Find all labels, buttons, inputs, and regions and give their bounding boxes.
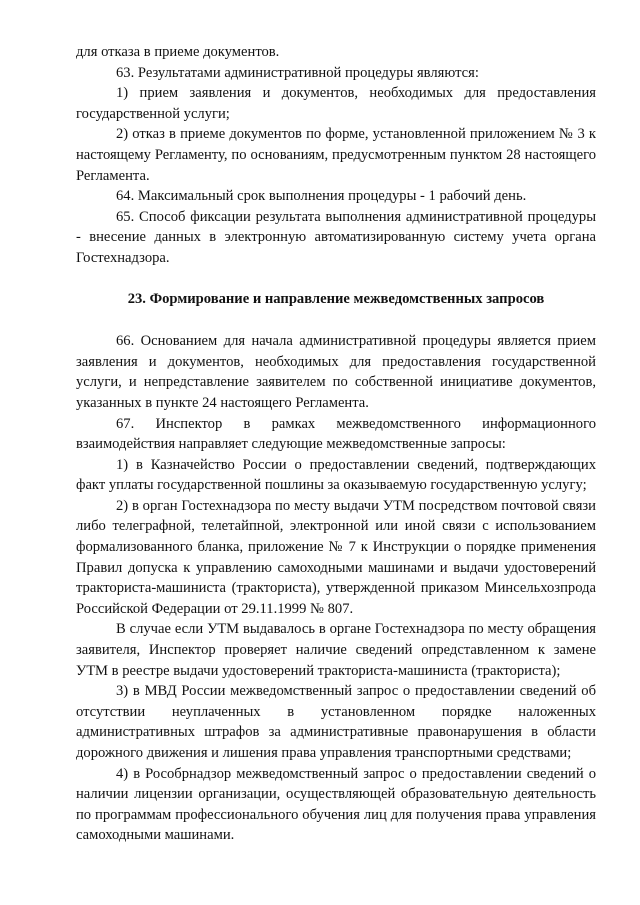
spacer xyxy=(76,269,596,289)
paragraph-63: 63. Результатами административной процедуры являются: xyxy=(116,64,479,81)
paragraph-67-item-3: 3) в МВД России межведомственный запрос о предоставлении сведений об отсутствии неуплаченных в установленном порядке наложенных административных штрафов за административные правонарушения в области дорожного движения и лишения права управления транспортными средствами; xyxy=(76,683,596,761)
section-heading: 23. Формирование и направление межведомственных запросов xyxy=(127,290,545,307)
paragraph-67-item-1: 1) в Казначейство России о предоставлении сведений, подтверждающих факт уплаты государственной пошлины за оказываемую государственную услугу; xyxy=(76,456,596,494)
spacer xyxy=(76,309,596,331)
paragraph-67-item-2: 2) в орган Гостехнадзора по месту выдачи УТМ посредством почтовой связи либо телеграфной, телетайпной, электронной или иной связи с использованием формализованного бланка, приложение № 7 к Инструкции о порядке применения Правил допуска к управлению самоходными машинами и выдачи удостоверений тракториста-машиниста (тракториста), утвержденной приказом Минсельхозпрода Российской Федерации от 29.11.1999 № 807. xyxy=(76,497,596,617)
paragraph-63-item-2: 2) отказ в приеме документов по форме, установленной приложением № 3 к настоящему Регламенту, по основаниям, предусмотренным пунктом 28 настоящего Регламента. xyxy=(76,126,596,184)
paragraph-64: 64. Максимальный срок выполнения процедуры - 1 рабочий день. xyxy=(116,188,527,205)
paragraph-67-item-4: 4) в Рособрнадзор межведомственный запрос о предоставлении сведений о наличии лицензии организации, осуществляющей образовательную деятельность по программам профессионального обучения лиц для получения права управления самоходными машинами. xyxy=(76,765,596,844)
paragraph-continuation: для отказа в приеме документов. xyxy=(76,44,280,60)
paragraph-67: 67. Инспектор в рамках межведомственного информационного взаимодействия направляет следующие межведомственные запросы: xyxy=(76,415,596,453)
paragraph-63-item-1: 1) прием заявления и документов, необходимых для предоставления государственной услуги; xyxy=(76,85,596,122)
paragraph-66: 66. Основанием для начала административной процедуры является прием заявления и документов, необходимых для предоставления государственной услуги, и непредставление заявителем по собственной инициативе документов, указанных в пункте 24 настоящего Регламента. xyxy=(76,333,596,411)
paragraph-65: 65. Способ фиксации результата выполнения административной процедуры - внесение данных в электронную автоматизированную систему учета органа Гостехнадзора. xyxy=(76,208,596,266)
document-page xyxy=(76,42,596,846)
paragraph-67-item-2-note: В случае если УТМ выдавалось в органе Гостехнадзора по месту обращения заявителя, Инспектор проверяет наличие сведений опредставленном к замене УТМ в реестре выдачи удостоверений тракториста-машиниста (тракториста); xyxy=(76,621,596,679)
